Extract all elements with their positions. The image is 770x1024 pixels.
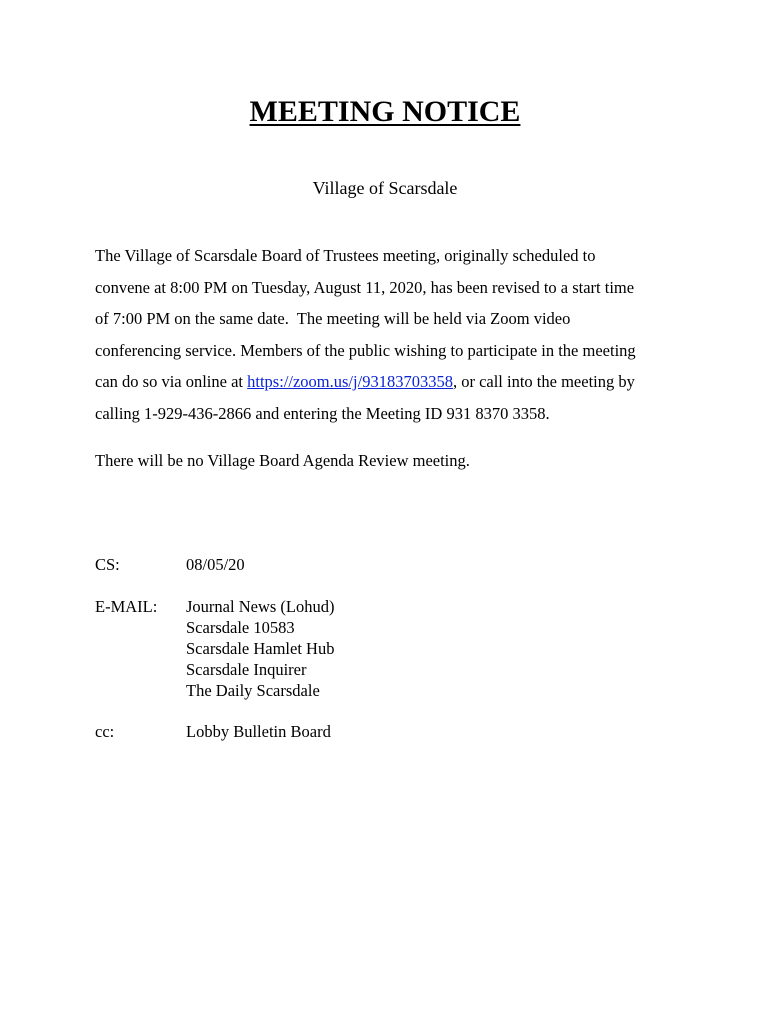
body-line: can do so via online at — [95, 372, 248, 392]
subtitle: Village of Scarsdale — [312, 178, 458, 198]
email-label: E-MAIL: — [95, 597, 158, 616]
email-recipient: Scarsdale Hamlet Hub — [186, 639, 335, 658]
no-review-notice: There will be no Village Board Agenda Review meeting. — [95, 451, 470, 470]
cs-value — [186, 554, 245, 575]
cc-value — [186, 721, 331, 742]
body-line: calling 1-929-436-2866 and entering the Meeting ID 931 8370 3358. — [95, 403, 550, 423]
body-line: , or call into the meeting by — [452, 372, 635, 392]
page-title: MEETING NOTICE — [249, 95, 521, 128]
zoom-link[interactable]: https://zoom.us/j/93183703358 — [247, 372, 453, 392]
email-recipient: Journal News (Lohud) — [186, 597, 335, 616]
cs-date: 08/05/20 — [186, 555, 245, 574]
email-recipient: Scarsdale 10583 — [186, 618, 295, 637]
body-line: The Village of Scarsdale Board of Trustees meeting, originally scheduled to — [95, 246, 596, 265]
cs-label: CS: — [95, 555, 120, 574]
email-recipient: Scarsdale Inquirer — [186, 660, 307, 679]
notice-body — [95, 240, 695, 430]
email-recipient: The Daily Scarsdale — [186, 681, 320, 700]
cc-recipient: Lobby Bulletin Board — [186, 722, 331, 741]
cc-label: cc: — [95, 722, 115, 741]
body-line: conferencing service. Members of the public wishing to participate in the meeting — [95, 340, 636, 360]
email-recipients — [186, 596, 334, 701]
body-line: convene at 8:00 PM on Tuesday, August 11, 2020, has been revised to a start time — [95, 277, 635, 297]
body-line: of 7:00 PM on the same date. The meeting will be held via Zoom video — [95, 309, 571, 329]
